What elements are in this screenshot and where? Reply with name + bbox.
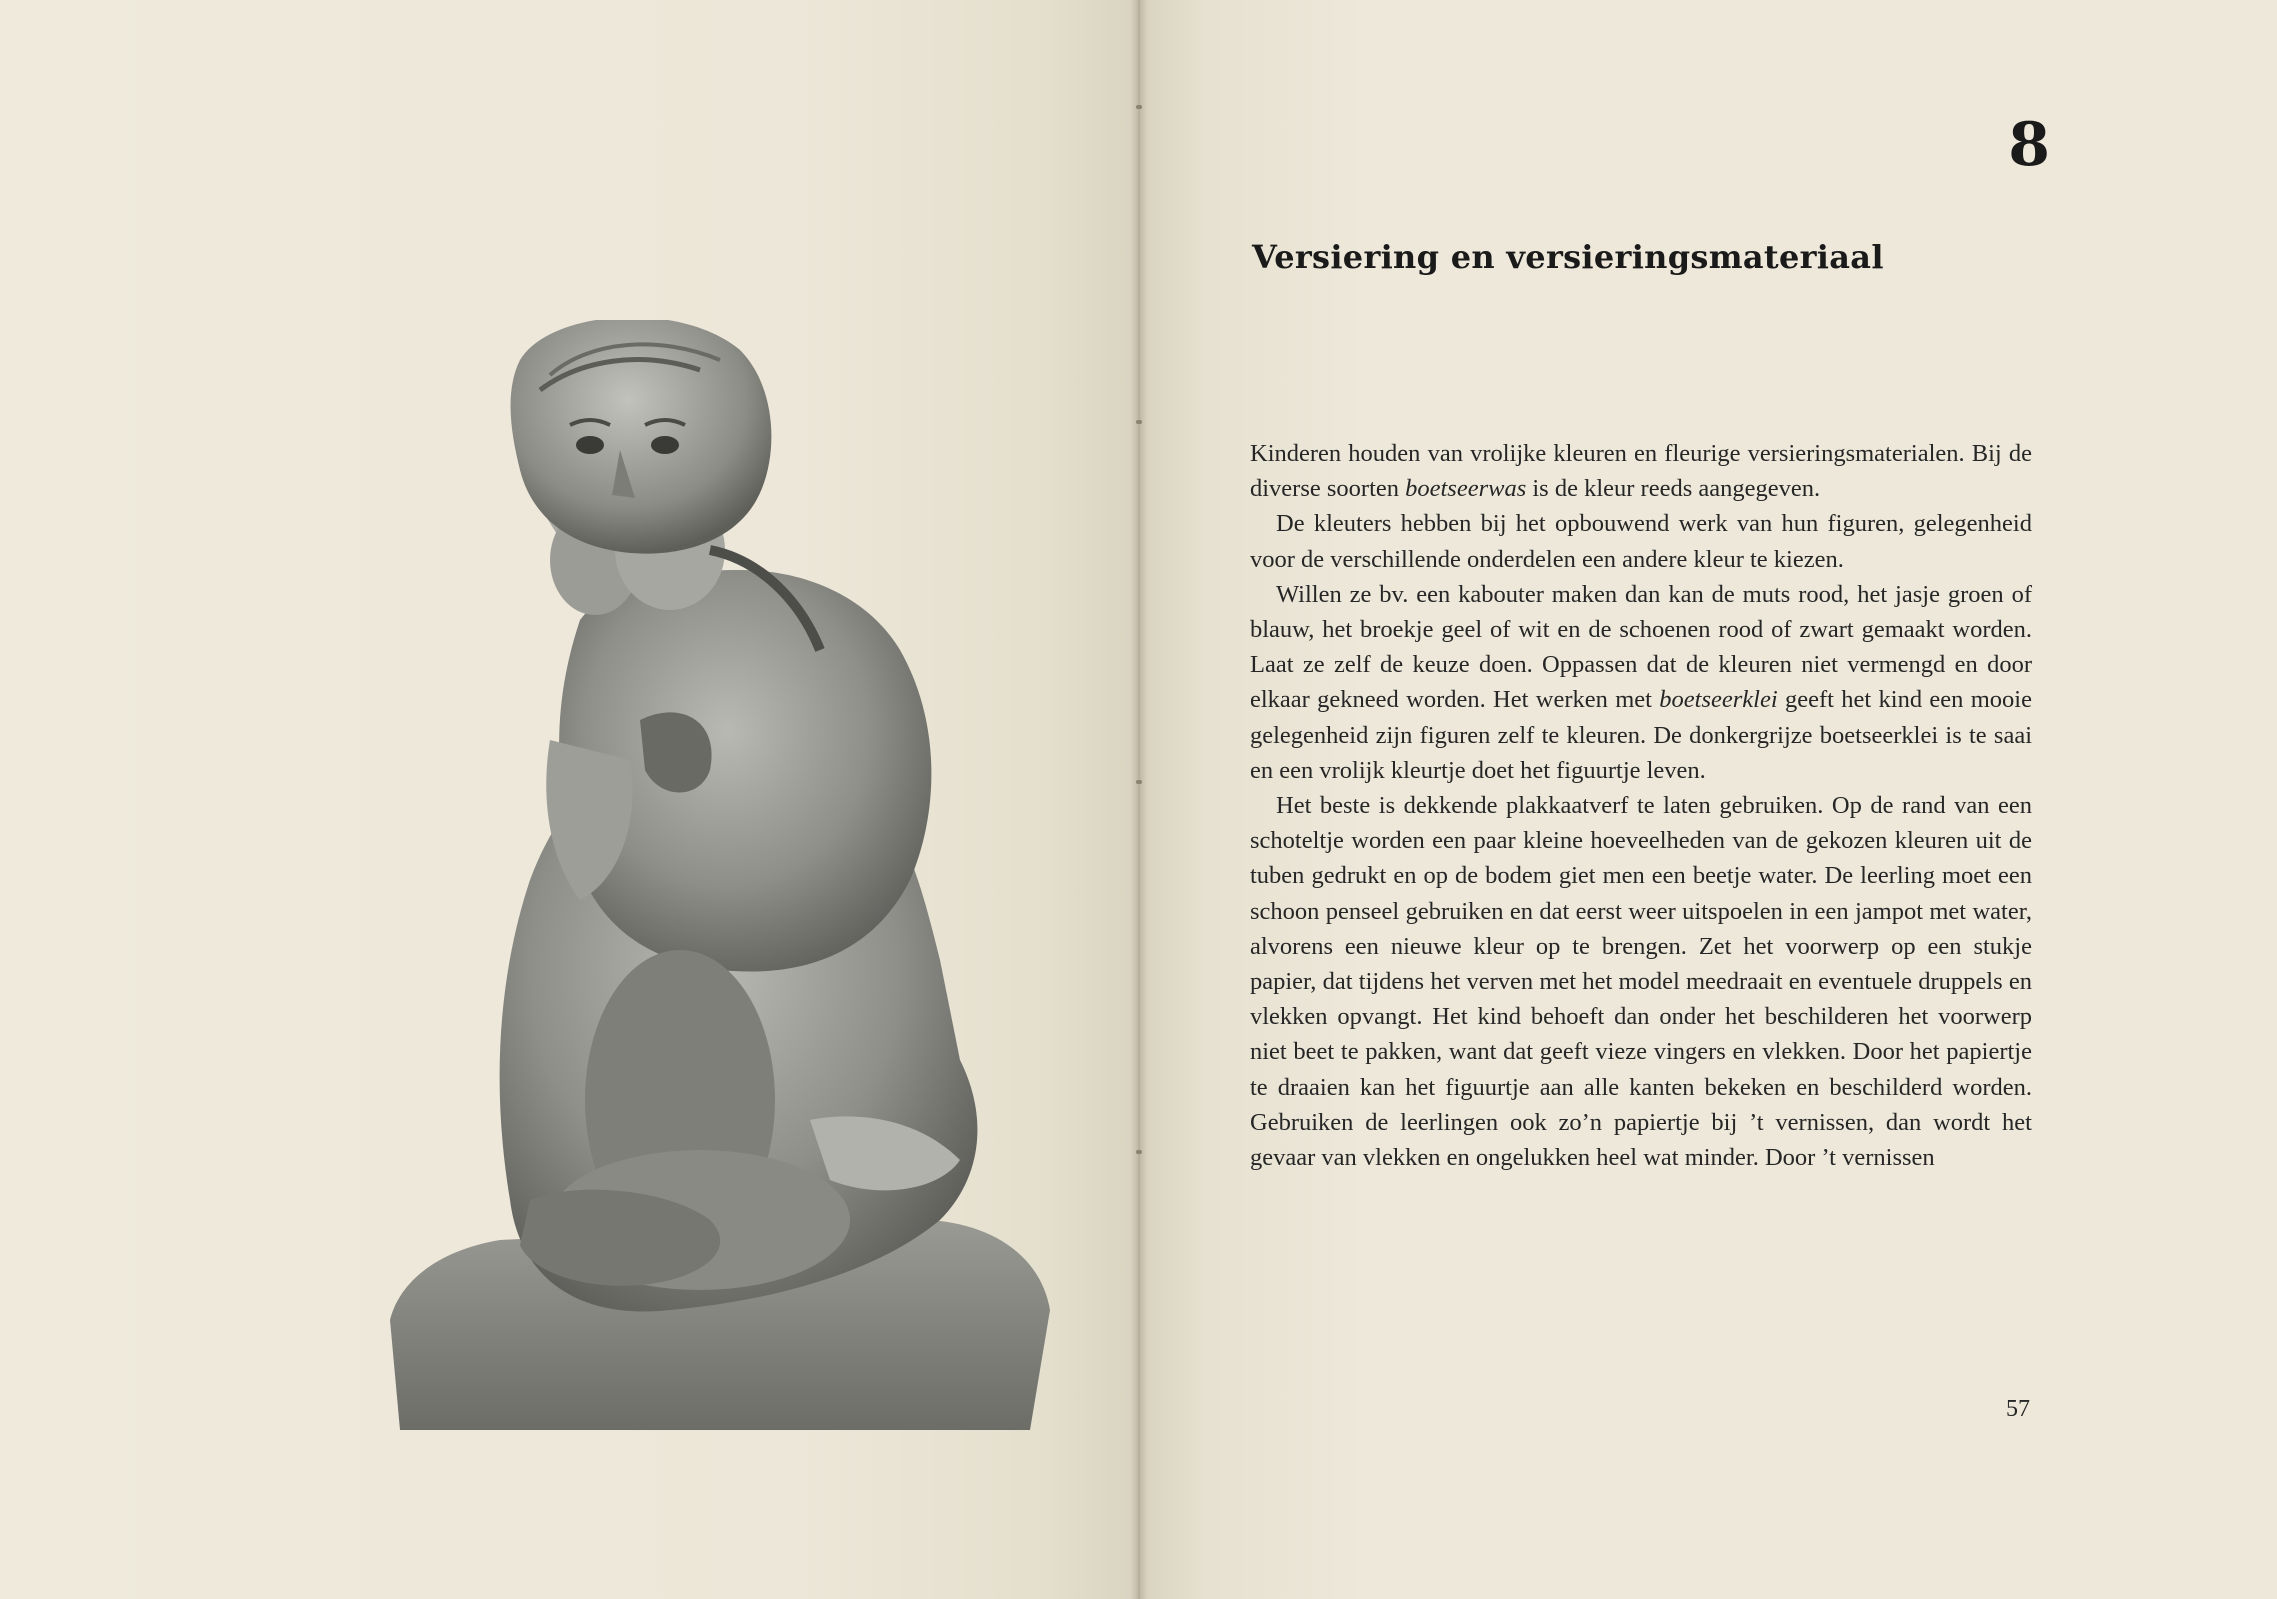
binding-stitch [1136,1150,1142,1154]
chapter-number: 8 [2008,110,2050,180]
figure-head [511,320,772,554]
body-text [1250,436,2032,1175]
binding-stitch [1136,420,1142,424]
chapter-title: Versiering en versieringsmateriaal [1252,238,1884,276]
clay-figure-photo [380,320,1060,1440]
binding-stitch [1136,105,1142,109]
binding-stitch [1136,780,1142,784]
left-page [0,0,1138,1599]
paragraph-2: De kleuters hebben bij het opbouwend werk van hun figuren, gelegenheid voor de verschillende onderdelen een andere kleur te kiezen. [1250,510,2032,573]
page-number: 57 [2006,1396,2030,1422]
paragraph-1: Kinderen houden van vrolijke kleuren en fleurige versieringsmaterialen. Bij de diverse soorten boetseerwas is de kleur reeds aangegeven. [1250,440,2032,503]
paragraph-3: Willen ze bv. een kabouter maken dan kan de muts rood, het jasje groen of blauw, het broekje geel of wit en de schoenen rood of zwart gemaakt worden. Laat ze zelf de keuze doen. Oppassen dat de kleuren niet vermengd en door elkaar gekneed worden. Het werken met boetseerklei geeft het kind een mooie gelegenheid zijn figuren zelf te kleuren. De donkergrijze boetseerklei is te saai en een vrolijk kleurtje doet het figuurtje leven. [1250,580,2032,784]
paragraph-4: Het beste is dekkende plakkaatverf te laten gebruiken. Op de rand van een schoteltje worden een paar kleine hoeveelheden van de gekozen kleuren uit de tuben gedrukt en op de bodem giet men een beetje water. De leerling moet een schoon penseel gebruiken en dat eerst weer uitspoelen in een jampot met water, alvorens een nieuwe kleur op te brengen. Zet het voorwerp op een stukje papier, dat tijdens het verven met het model meedraait en eventuele druppels en vlekken opvangt. Het kind behoeft dan onder het beschilderen het voorwerp niet beet te pakken, want dat geeft vieze vingers en vlekken. Door het papiertje te draaien kan het figuurtje aan alle kanten bekeken en beschilderd worden. Gebruiken de leerlingen ook zo’n papiertje bij ’t vernissen, dan wordt het gevaar van vlekken en ongelukken heel wat minder. Door ’t vernissen [1250,792,2032,1172]
book-gutter [1130,0,1148,1599]
